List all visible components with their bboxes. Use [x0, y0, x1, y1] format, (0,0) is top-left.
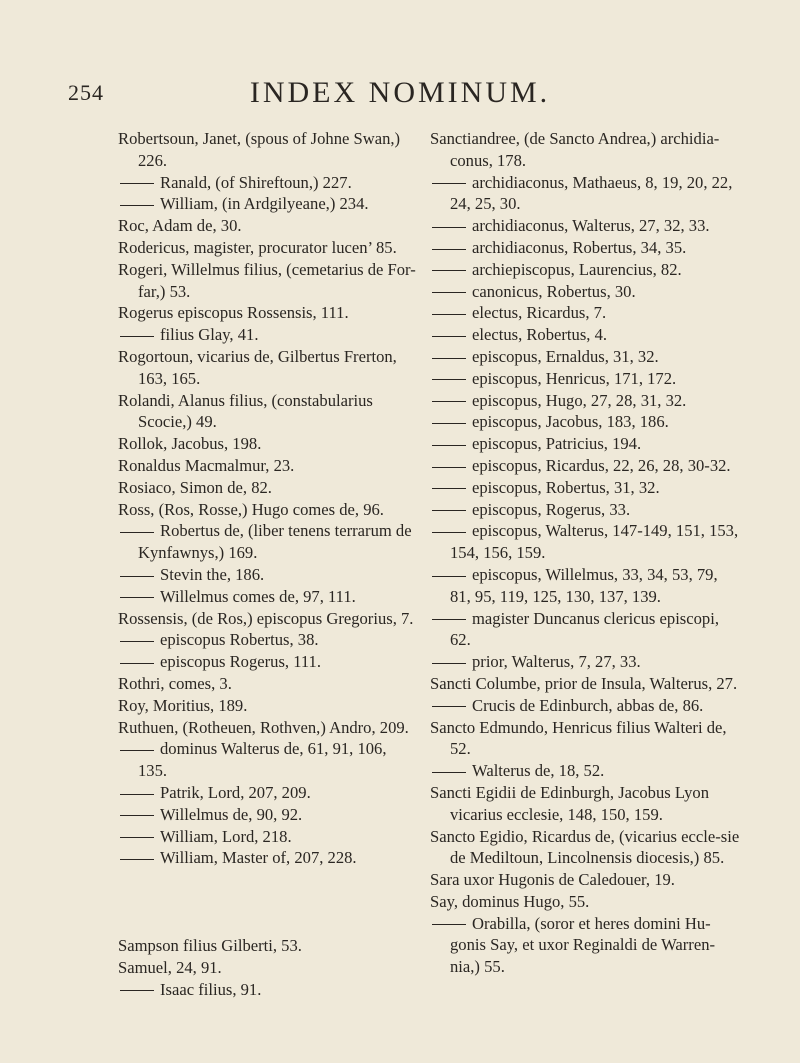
ditto-dash — [432, 358, 466, 359]
index-entry-text: Rolandi, Alanus filius, (constabularius Scocie,) 49. — [118, 390, 373, 432]
ditto-dash — [120, 859, 154, 860]
index-entry-text: episcopus, Robertus, 31, 32. — [472, 477, 660, 497]
index-entry-text: William, Lord, 218. — [160, 826, 292, 846]
index-entry-text: episcopus Rogerus, 111. — [160, 652, 322, 672]
index-entry — [430, 869, 740, 891]
index-entry — [118, 782, 418, 804]
index-entry — [430, 891, 740, 913]
ditto-dash — [432, 576, 466, 577]
index-entry-text: dominus Walterus de, 61, 91, 106, 135. — [138, 739, 387, 781]
index-entry-text: Rossensis, (de Ros,) episcopus Gregorius, 7. — [118, 608, 414, 628]
index-entry — [430, 302, 740, 324]
index-entry-text: episcopus, Jacobus, 183, 186. — [472, 412, 669, 432]
index-entry-text: filius Glay, 41. — [160, 325, 259, 345]
index-entry — [430, 259, 740, 281]
index-entry — [430, 346, 740, 368]
index-entry-text: Rogeri, Willelmus filius, (cemetarius de For-far,) 53. — [118, 259, 416, 301]
index-entry-text: Rogortoun, vicarius de, Gilbertus Frerton, 163, 165. — [118, 346, 397, 388]
index-entry-text: Sampson filius Gilberti, 53. — [118, 936, 302, 956]
index-entry — [430, 913, 740, 978]
index-entry-text: electus, Robertus, 4. — [472, 325, 608, 345]
ditto-dash — [432, 423, 466, 424]
index-entry-text: Stevin the, 186. — [160, 564, 265, 584]
index-entry — [118, 695, 418, 717]
section-gap — [118, 869, 418, 935]
ditto-dash — [432, 270, 466, 271]
index-entry — [430, 760, 740, 782]
index-entry-text: Ronaldus Macmalmur, 23. — [118, 455, 295, 475]
ditto-dash — [432, 924, 466, 925]
index-entry-text: Crucis de Edinburch, abbas de, 86. — [472, 695, 704, 715]
index-entry — [118, 324, 418, 346]
ditto-dash — [120, 183, 154, 184]
ditto-dash — [120, 837, 154, 838]
index-column-right — [430, 128, 740, 978]
index-entry-text: episcopus, Ernaldus, 31, 32. — [472, 346, 659, 366]
index-entry — [430, 390, 740, 412]
index-entry — [430, 128, 740, 172]
index-entry-text: canonicus, Robertus, 30. — [472, 281, 636, 301]
index-entry — [430, 651, 740, 673]
index-entry — [430, 608, 740, 652]
index-entry-text: Isaac filius, 91. — [160, 979, 262, 999]
ditto-dash — [120, 336, 154, 337]
index-entry — [118, 826, 418, 848]
index-entry — [118, 215, 418, 237]
ditto-dash — [432, 663, 466, 664]
index-entry-text: Robertsoun, Janet, (spous of Johne Swan,) 226. — [118, 129, 401, 170]
ditto-dash — [432, 510, 466, 511]
ditto-dash — [432, 379, 466, 380]
index-entry — [118, 302, 418, 324]
ditto-dash — [120, 990, 154, 991]
index-entry — [430, 433, 740, 455]
index-entry-text: archidiaconus, Walterus, 27, 32, 33. — [472, 216, 710, 236]
index-entry-text: Patrik, Lord, 207, 209. — [160, 782, 311, 802]
index-entry-text: Samuel, 24, 91. — [118, 957, 222, 977]
index-entry — [118, 738, 418, 782]
ditto-dash — [432, 488, 466, 489]
ditto-dash — [432, 772, 466, 773]
index-entry-text: Ruthuen, (Rotheuen, Rothven,) Andro, 209. — [118, 717, 409, 737]
index-entry — [118, 651, 418, 673]
ditto-dash — [432, 183, 466, 184]
index-entry-text: electus, Ricardus, 7. — [472, 303, 607, 323]
ditto-dash — [120, 641, 154, 642]
index-entry — [118, 193, 418, 215]
index-entry-text: Rodericus, magister, procurator lucen’ 85. — [118, 237, 397, 257]
index-entry — [430, 717, 740, 761]
index-entry-text: Roy, Moritius, 189. — [118, 695, 248, 715]
index-entry-text: archidiaconus, Mathaeus, 8, 19, 20, 22, 24, 25, 30. — [450, 172, 733, 214]
index-entry — [118, 455, 418, 477]
index-column-left — [118, 128, 418, 1000]
ditto-dash — [120, 794, 154, 795]
index-entry-text: episcopus, Patricius, 194. — [472, 434, 642, 454]
index-entry — [118, 172, 418, 194]
index-entry-text: Sanctiandree, (de Sancto Andrea,) archidia-conus, 178. — [430, 129, 720, 170]
ditto-dash — [432, 249, 466, 250]
index-entry-text: Rollok, Jacobus, 198. — [118, 434, 262, 454]
index-entry-text: Sara uxor Hugonis de Caledouer, 19. — [430, 870, 675, 890]
index-entry-text: Ranald, (of Shireftoun,) 227. — [160, 172, 352, 192]
index-entry-text: Willelmus comes de, 97, 111. — [160, 586, 356, 606]
index-entry — [118, 979, 418, 1001]
index-entry-text: archiepiscopus, Laurencius, 82. — [472, 259, 682, 279]
index-entry-text: Rosiaco, Simon de, 82. — [118, 477, 272, 497]
ditto-dash — [120, 815, 154, 816]
ditto-dash — [432, 619, 466, 620]
ditto-dash — [120, 663, 154, 664]
index-entry — [118, 564, 418, 586]
index-entry-text: episcopus Robertus, 38. — [160, 630, 319, 650]
index-entry — [118, 433, 418, 455]
index-entry — [118, 717, 418, 739]
index-entry-text: episcopus, Ricardus, 22, 26, 28, 30-32. — [472, 455, 731, 475]
index-entry-text: episcopus, Rogerus, 33. — [472, 499, 631, 519]
index-entry — [118, 673, 418, 695]
index-entry — [430, 520, 740, 564]
ditto-dash — [432, 706, 466, 707]
index-entry — [118, 390, 418, 434]
index-entry — [118, 935, 418, 957]
index-entry — [430, 172, 740, 216]
index-entry — [118, 237, 418, 259]
index-entry-text: Say, dominus Hugo, 55. — [430, 891, 590, 911]
index-entry-text: episcopus, Henricus, 171, 172. — [472, 368, 677, 388]
index-entry-text: Roc, Adam de, 30. — [118, 216, 242, 236]
ditto-dash — [432, 445, 466, 446]
index-entry-text: Sancto Edmundo, Henricus filius Walteri de, 52. — [430, 717, 727, 759]
index-entry — [430, 281, 740, 303]
index-entry — [118, 608, 418, 630]
index-entry — [118, 957, 418, 979]
ditto-dash — [120, 576, 154, 577]
index-entry-text: magister Duncanus clericus episcopi, 62. — [450, 608, 719, 650]
index-entry — [118, 499, 418, 521]
ditto-dash — [432, 532, 466, 533]
ditto-dash — [432, 336, 466, 337]
ditto-dash — [120, 597, 154, 598]
index-entry-text: Orabilla, (soror et heres domini Hu-gonis Say, et uxor Reginaldi de Warren-nia,) 55. — [450, 913, 716, 977]
index-entry — [118, 586, 418, 608]
index-entry — [118, 629, 418, 651]
ditto-dash — [432, 227, 466, 228]
index-entry-text: William, Master of, 207, 228. — [160, 848, 357, 868]
index-entry — [118, 346, 418, 390]
index-entry-text: William, (in Ardgilyeane,) 234. — [160, 194, 369, 214]
index-entry — [430, 499, 740, 521]
index-entry — [118, 520, 418, 564]
index-entry-text: Rothri, comes, 3. — [118, 673, 232, 693]
index-entry-text: Walterus de, 18, 52. — [472, 761, 605, 781]
index-entry — [430, 477, 740, 499]
index-entry — [118, 847, 418, 869]
index-entry — [430, 215, 740, 237]
index-entry — [430, 368, 740, 390]
index-entry — [118, 259, 418, 303]
index-entry — [430, 673, 740, 695]
index-entry — [118, 477, 418, 499]
index-entry-text: Sancto Egidio, Ricardus de, (vicarius eccle-sie de Mediltoun, Lincolnensis diocesis,) 85. — [430, 826, 740, 868]
ditto-dash — [432, 314, 466, 315]
index-entry — [430, 695, 740, 717]
index-entry — [430, 411, 740, 433]
ditto-dash — [120, 750, 154, 751]
index-entry-text: Robertus de, (liber tenens terrarum de Kynfawnys,) 169. — [138, 521, 412, 563]
index-entry-text: Sancti Columbe, prior de Insula, Walterus, 27. — [430, 673, 738, 693]
index-entry-text: prior, Walterus, 7, 27, 33. — [472, 652, 641, 672]
index-entry-text: Rogerus episcopus Rossensis, 111. — [118, 303, 349, 323]
ditto-dash — [432, 467, 466, 468]
index-entry-text: episcopus, Hugo, 27, 28, 31, 32. — [472, 390, 687, 410]
index-entry-text: archidiaconus, Robertus, 34, 35. — [472, 237, 687, 257]
ditto-dash — [432, 292, 466, 293]
index-entry — [430, 324, 740, 346]
index-entry-text: Sancti Egidii de Edinburgh, Jacobus Lyon vicarius ecclesie, 148, 150, 159. — [430, 782, 709, 824]
index-entry-text: episcopus, Willelmus, 33, 34, 53, 79, 81, 95, 119, 125, 130, 137, 139. — [450, 564, 718, 606]
index-entry-text: Willelmus de, 90, 92. — [160, 804, 303, 824]
index-entry — [430, 826, 740, 870]
ditto-dash — [120, 205, 154, 206]
index-entry — [430, 237, 740, 259]
index-entry-text: Ross, (Ros, Rosse,) Hugo comes de, 96. — [118, 499, 384, 519]
ditto-dash — [432, 401, 466, 402]
ditto-dash — [120, 532, 154, 533]
index-entry-text: episcopus, Walterus, 147-149, 151, 153, 154, 156, 159. — [450, 521, 739, 563]
index-entry — [118, 128, 418, 172]
index-entry — [430, 564, 740, 608]
index-entry — [430, 782, 740, 826]
page-number: 254 — [68, 80, 104, 105]
index-entry — [430, 455, 740, 477]
running-head-title: INDEX NOMINUM. — [249, 76, 551, 109]
index-entry — [118, 804, 418, 826]
